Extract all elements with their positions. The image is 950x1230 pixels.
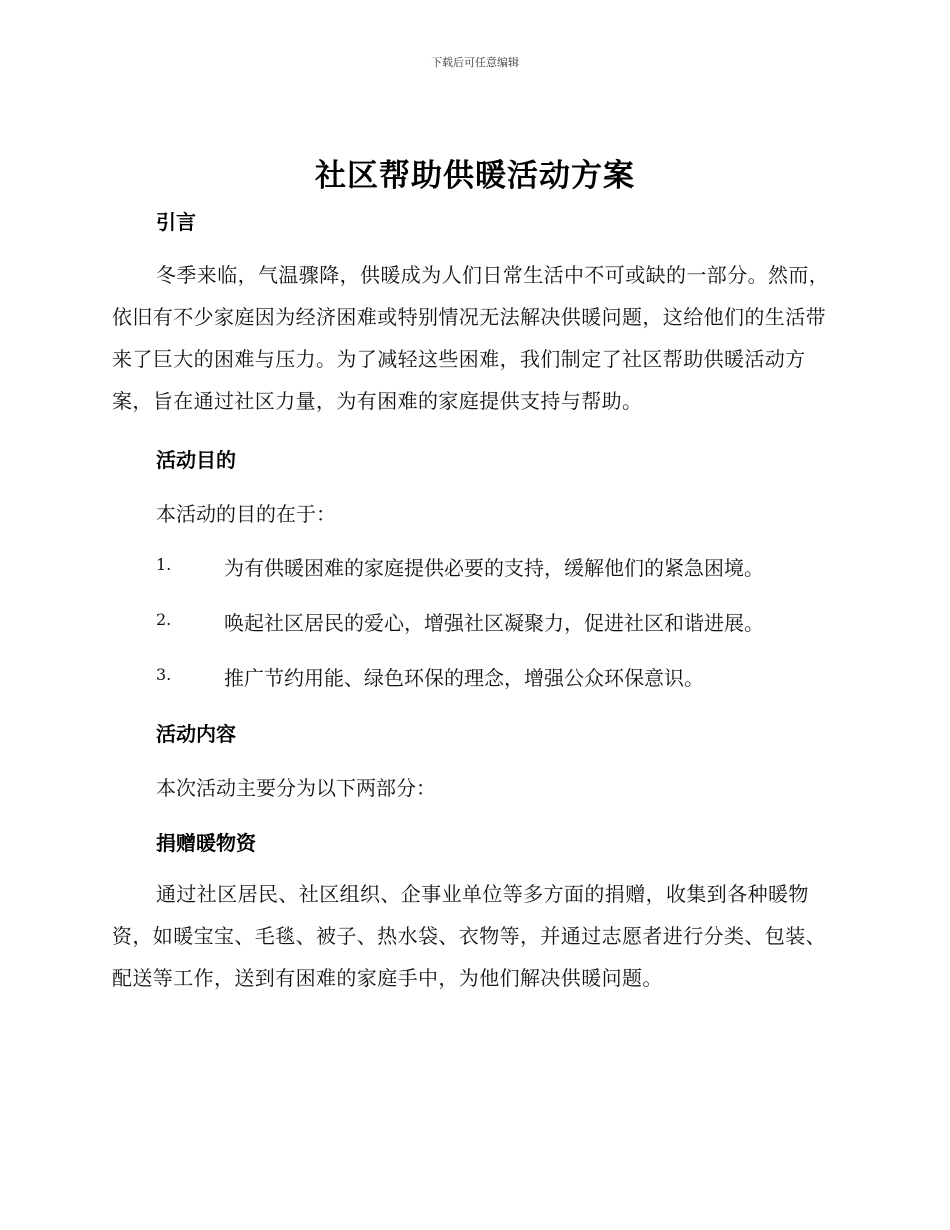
purpose-heading: 活动目的: [156, 448, 236, 472]
list-text: 为有供暖困难的家庭提供必要的支持，缓解他们的紧急困境。: [224, 556, 764, 580]
header-note: 下载后可任意编辑: [431, 56, 519, 69]
donation-subheading: 捐赠暖物资: [156, 831, 256, 855]
purpose-lead: 本活动的目的在于：: [156, 502, 336, 526]
list-number: 1.: [156, 555, 172, 574]
purpose-list-item: [156, 662, 846, 692]
purpose-list-item: [156, 552, 846, 582]
list-number: 3.: [156, 665, 172, 684]
list-text: 唤起社区居民的爱心，增强社区凝聚力，促进社区和谐进展。: [224, 611, 764, 635]
purpose-list-item: [156, 607, 846, 637]
list-text: 推广节约用能、绿色环保的理念，增强公众环保意识。: [224, 666, 704, 690]
intro-paragraph: 冬季来临，气温骤降，供暖成为人们日常生活中不可或缺的一部分。然而，依旧有不少家庭因为经济困难或特别情况无法解决供暖问题，这给他们的生活带来了巨大的困难与压力。为了减轻这些困难，我们制定了社区帮助供暖活动方案，旨在通过社区力量，为有困难的家庭提供支持与帮助。: [112, 263, 830, 413]
content-lead: 本次活动主要分为以下两部分：: [156, 776, 436, 800]
list-number: 2.: [156, 610, 172, 629]
intro-heading: 引言: [156, 210, 196, 234]
content-heading: 活动内容: [156, 722, 236, 746]
document-title: 社区帮助供暖活动方案: [315, 158, 635, 194]
donation-paragraph: 通过社区居民、社区组织、企事业单位等多方面的捐赠，收集到各种暖物资，如暖宝宝、毛毯、被子、热水袋、衣物等，并通过志愿者进行分类、包装、配送等工作，送到有困难的家庭手中，为他们解决供暖问题。: [112, 882, 826, 990]
